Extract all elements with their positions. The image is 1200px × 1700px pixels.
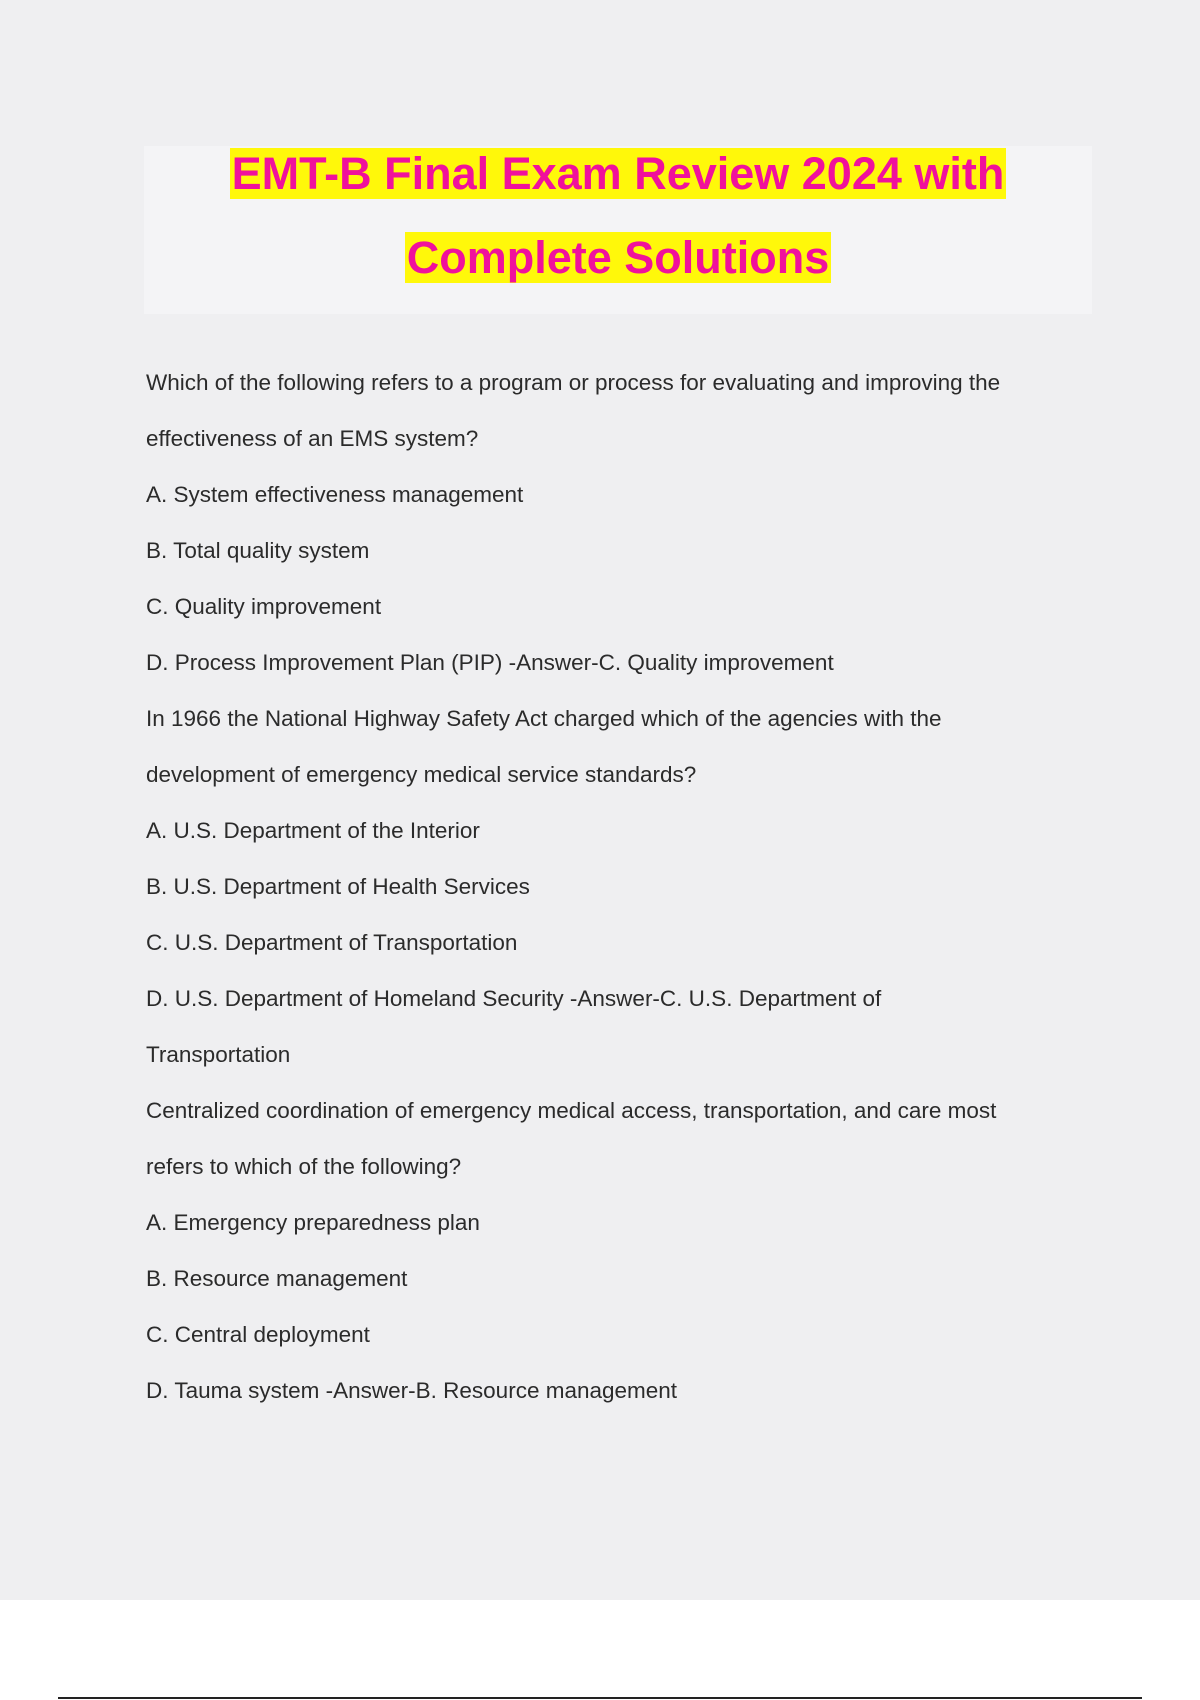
question-1-option-d-answer: D. Process Improvement Plan (PIP) -Answer-C. Quality improvement — [146, 650, 834, 675]
question-1-option-a: A. System effectiveness management — [146, 482, 524, 507]
question-1-text-cont: effectiveness of an EMS system? — [146, 426, 479, 451]
footer-divider — [58, 1697, 1142, 1699]
question-1-text: Which of the following refers to a program or process for evaluating and improving the — [146, 370, 1001, 395]
question-3-text-cont: refers to which of the following? — [146, 1154, 462, 1179]
question-2-option-c: C. U.S. Department of Transportation — [146, 930, 518, 955]
page-title-line-1 — [144, 146, 1092, 202]
title-line-2-text: Complete Solutions — [406, 232, 830, 283]
question-1-option-c: C. Quality improvement — [146, 594, 382, 619]
document-body — [146, 355, 1096, 1419]
question-3-option-b: B. Resource management — [146, 1266, 408, 1291]
question-2-option-a: A. U.S. Department of the Interior — [146, 818, 480, 843]
page-title-line-2 — [144, 230, 1092, 286]
title-line-1-text: EMT-B Final Exam Review 2024 with — [231, 148, 1005, 199]
question-2-option-b: B. U.S. Department of Health Services — [146, 874, 530, 899]
question-2-text: In 1966 the National Highway Safety Act charged which of the agencies with the — [146, 706, 942, 731]
question-3-option-a: A. Emergency preparedness plan — [146, 1210, 480, 1235]
question-2-option-d-answer: D. U.S. Department of Homeland Security -Answer-C. U.S. Department of — [146, 986, 882, 1011]
question-3-option-d-answer: D. Tauma system -Answer-B. Resource management — [146, 1378, 678, 1403]
question-1-option-b: B. Total quality system — [146, 538, 370, 563]
question-3-option-c: C. Central deployment — [146, 1322, 370, 1347]
question-3-text: Centralized coordination of emergency medical access, transportation, and care most — [146, 1098, 997, 1123]
question-2-answer-cont: Transportation — [146, 1042, 291, 1067]
title-banner — [144, 146, 1092, 314]
question-2-text-cont: development of emergency medical service standards? — [146, 762, 697, 787]
